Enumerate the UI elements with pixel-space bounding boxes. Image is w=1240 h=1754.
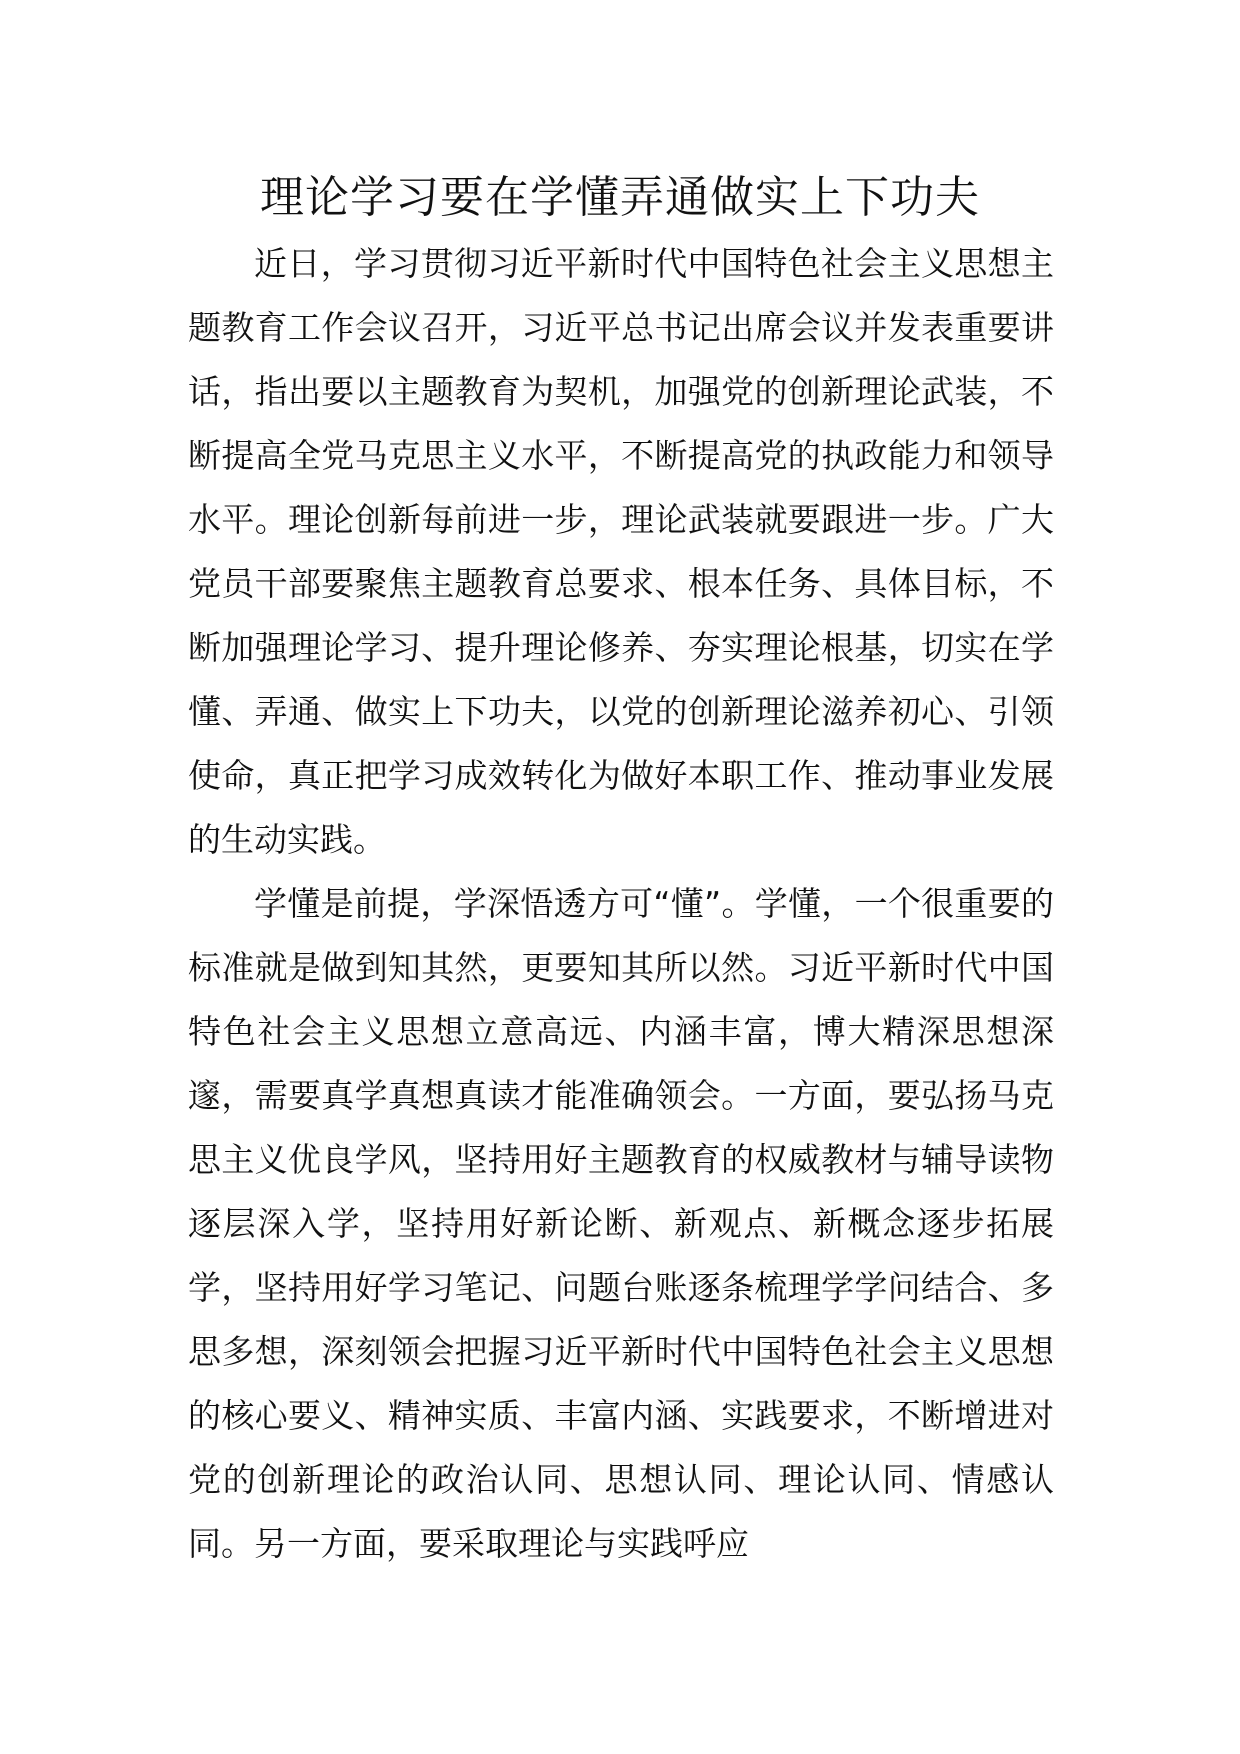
document-title: 理论学习要在学懂弄通做实上下功夫 [260,172,980,223]
document-body [188,232,1054,1576]
paragraph-1: 近日，学习贯彻习近平新时代中国特色社会主义思想主题教育工作会议召开，习近平总书记出席会议并发表重要讲话，指出要以主题教育为契机，加强党的创新理论武装，不断提高全党马克思主义水平，不断提高党的执政能力和领导水平。理论创新每前进一步，理论武装就要跟进一步。广大党员干部要聚焦主题教育总要求、根本任务、具体目标，不断加强理论学习、提升理论修养、夯实理论根基，切实在学懂、弄通、做实上下功夫，以党的创新理论滋养初心、引领使命，真正把学习成效转化为做好本职工作、推动事业发展的生动实践。 [188,244,1054,859]
paragraph-2: 学懂是前提，学深悟透方可“懂”。学懂，一个很重要的标准就是做到知其然，更要知其所以然。习近平新时代中国特色社会主义思想立意高远、内涵丰富，博大精深思想深邃，需要真学真想真读才能准确领会。一方面，要弘扬马克思主义优良学风，坚持用好主题教育的权威教材与辅导读物逐层深入学，坚持用好新论断、新观点、新概念逐步拓展学，坚持用好学习笔记、问题台账逐条梳理学学问结合、多思多想，深刻领会把握习近平新时代中国特色社会主义思想的核心要义、精神实质、丰富内涵、实践要求，不断增进对党的创新理论的政治认同、思想认同、理论认同、情感认同。另一方面，要采取理论与实践呼应 [188,884,1054,1563]
